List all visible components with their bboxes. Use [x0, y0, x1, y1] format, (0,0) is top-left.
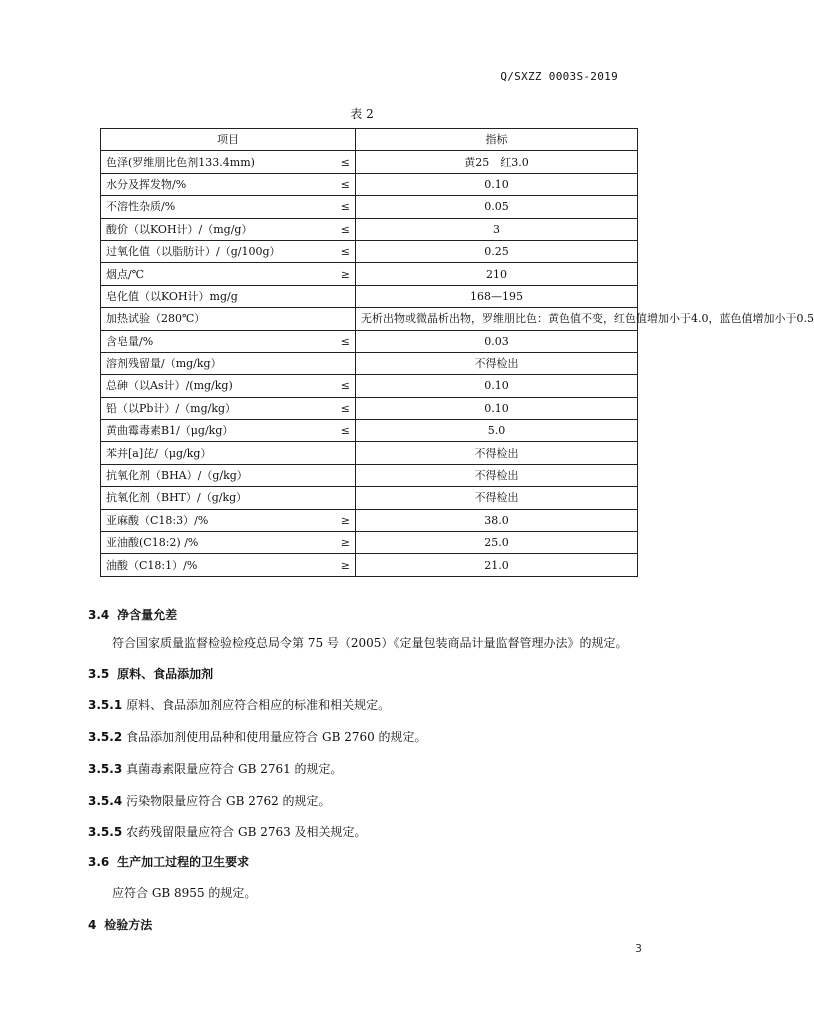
row-indicator-value: 0.10 [356, 397, 638, 419]
section-3-6-body: 应符合 GB 8955 的规定。 [112, 886, 257, 900]
table-row [101, 218, 638, 240]
row-indicator-value: 0.05 [356, 196, 638, 218]
row-indicator-value: 黄25 红3.0 [356, 151, 638, 173]
row-relation-symbol: ≥ [326, 554, 356, 576]
table-caption: 表 2 [350, 107, 374, 121]
row-relation-symbol: ≥ [326, 532, 356, 554]
section-3-4-body: 符合国家质量监督检验检疫总局令第 75 号（2005）《定量包装商品计量监督管理办法》的规定。 [112, 636, 628, 650]
row-item-name: 皂化值（以KOH计）mg/g [101, 285, 326, 307]
row-item-name: 油酸（C18:1）/% [101, 554, 326, 576]
table-row [101, 352, 638, 374]
table-row [101, 263, 638, 285]
row-item-name: 亚油酸(C18:2) /% [101, 532, 326, 554]
row-relation-symbol [326, 285, 356, 307]
row-relation-symbol [326, 308, 356, 330]
section-3-5-2: 3.5.2 食品添加剂使用品种和使用量应符合 GB 2760 的规定。 [88, 730, 427, 744]
row-item-name: 含皂量/% [101, 330, 326, 352]
row-relation-symbol: ≤ [326, 397, 356, 419]
table-row [101, 554, 638, 576]
section-3-5-3: 3.5.3 真菌毒素限量应符合 GB 2761 的规定。 [88, 762, 343, 776]
table-row [101, 196, 638, 218]
table-row [101, 240, 638, 262]
row-item-name: 抗氧化剂（BHA）/（g/kg） [101, 464, 326, 486]
table-row [101, 397, 638, 419]
row-relation-symbol: ≤ [326, 330, 356, 352]
row-indicator-value: 5.0 [356, 420, 638, 442]
row-item-name: 加热试验（280℃） [101, 308, 326, 330]
table-row [101, 375, 638, 397]
row-relation-symbol: ≤ [326, 196, 356, 218]
row-relation-symbol [326, 487, 356, 509]
row-relation-symbol: ≤ [326, 420, 356, 442]
row-indicator-value: 0.03 [356, 330, 638, 352]
row-relation-symbol: ≥ [326, 509, 356, 531]
row-indicator-value: 无析出物或微晶析出物，罗维朋比色：黄色值不变，红色值增加小于4.0，蓝色值增加小于0.5 [356, 308, 638, 330]
row-item-name: 水分及挥发物/% [101, 173, 326, 195]
row-relation-symbol: ≤ [326, 218, 356, 240]
table-row [101, 308, 638, 330]
row-indicator-value: 不得检出 [356, 487, 638, 509]
row-item-name: 酸价（以KOH计）/（mg/g） [101, 218, 326, 240]
row-indicator-value: 3 [356, 218, 638, 240]
row-item-name: 铅（以Pb计）/（mg/kg） [101, 397, 326, 419]
row-relation-symbol: ≤ [326, 375, 356, 397]
header-item: 项目 [101, 129, 356, 151]
table-row [101, 532, 638, 554]
row-indicator-value: 0.10 [356, 173, 638, 195]
table-row [101, 285, 638, 307]
row-relation-symbol [326, 352, 356, 374]
row-item-name: 抗氧化剂（BHT）/（g/kg） [101, 487, 326, 509]
row-item-name: 黄曲霉毒素B1/（μg/kg） [101, 420, 326, 442]
quality-indicator-table [100, 128, 814, 577]
table-header-row [101, 129, 638, 151]
row-indicator-value: 0.10 [356, 375, 638, 397]
row-indicator-value: 不得检出 [356, 464, 638, 486]
row-relation-symbol: ≥ [326, 263, 356, 285]
row-indicator-value: 210 [356, 263, 638, 285]
section-4-heading: 4 检验方法 [88, 918, 153, 932]
row-indicator-value: 38.0 [356, 509, 638, 531]
row-indicator-value: 25.0 [356, 532, 638, 554]
page-number: 3 [635, 942, 642, 955]
section-3-5-5: 3.5.5 农药残留限量应符合 GB 2763 及相关规定。 [88, 825, 367, 839]
row-item-name: 色泽(罗维朋比色剂133.4mm) [101, 151, 326, 173]
row-relation-symbol [326, 464, 356, 486]
table-row [101, 173, 638, 195]
section-3-5-heading: 3.5 原料、食品添加剂 [88, 667, 214, 681]
table-row [101, 464, 638, 486]
row-indicator-value: 不得检出 [356, 352, 638, 374]
row-relation-symbol: ≤ [326, 151, 356, 173]
row-indicator-value: 168—195 [356, 285, 638, 307]
row-item-name: 烟点/℃ [101, 263, 326, 285]
row-indicator-value: 不得检出 [356, 442, 638, 464]
row-relation-symbol: ≤ [326, 240, 356, 262]
table-row [101, 151, 638, 173]
section-3-6-heading: 3.6 生产加工过程的卫生要求 [88, 855, 250, 869]
row-item-name: 亚麻酸（C18:3）/% [101, 509, 326, 531]
section-3-5-4: 3.5.4 污染物限量应符合 GB 2762 的规定。 [88, 794, 331, 808]
row-indicator-value: 0.25 [356, 240, 638, 262]
row-item-name: 苯并[a]芘/（μg/kg） [101, 442, 326, 464]
row-relation-symbol [326, 442, 356, 464]
row-relation-symbol: ≤ [326, 173, 356, 195]
row-item-name: 总砷（以As计）/(mg/kg) [101, 375, 326, 397]
table-row [101, 442, 638, 464]
table-row [101, 330, 638, 352]
table-row [101, 509, 638, 531]
standard-code: Q/SXZZ 0003S-2019 [500, 70, 618, 83]
row-item-name: 过氧化值（以脂肪计）/（g/100g） [101, 240, 326, 262]
header-indicator: 指标 [356, 129, 638, 151]
section-3-5-1: 3.5.1 原料、食品添加剂应符合相应的标准和相关规定。 [88, 698, 391, 712]
row-item-name: 不溶性杂质/% [101, 196, 326, 218]
row-item-name: 溶剂残留量/（mg/kg） [101, 352, 326, 374]
table-row [101, 487, 638, 509]
table-row [101, 420, 638, 442]
row-indicator-value: 21.0 [356, 554, 638, 576]
section-3-4-heading: 3.4 净含量允差 [88, 608, 178, 622]
table-body [101, 151, 814, 576]
